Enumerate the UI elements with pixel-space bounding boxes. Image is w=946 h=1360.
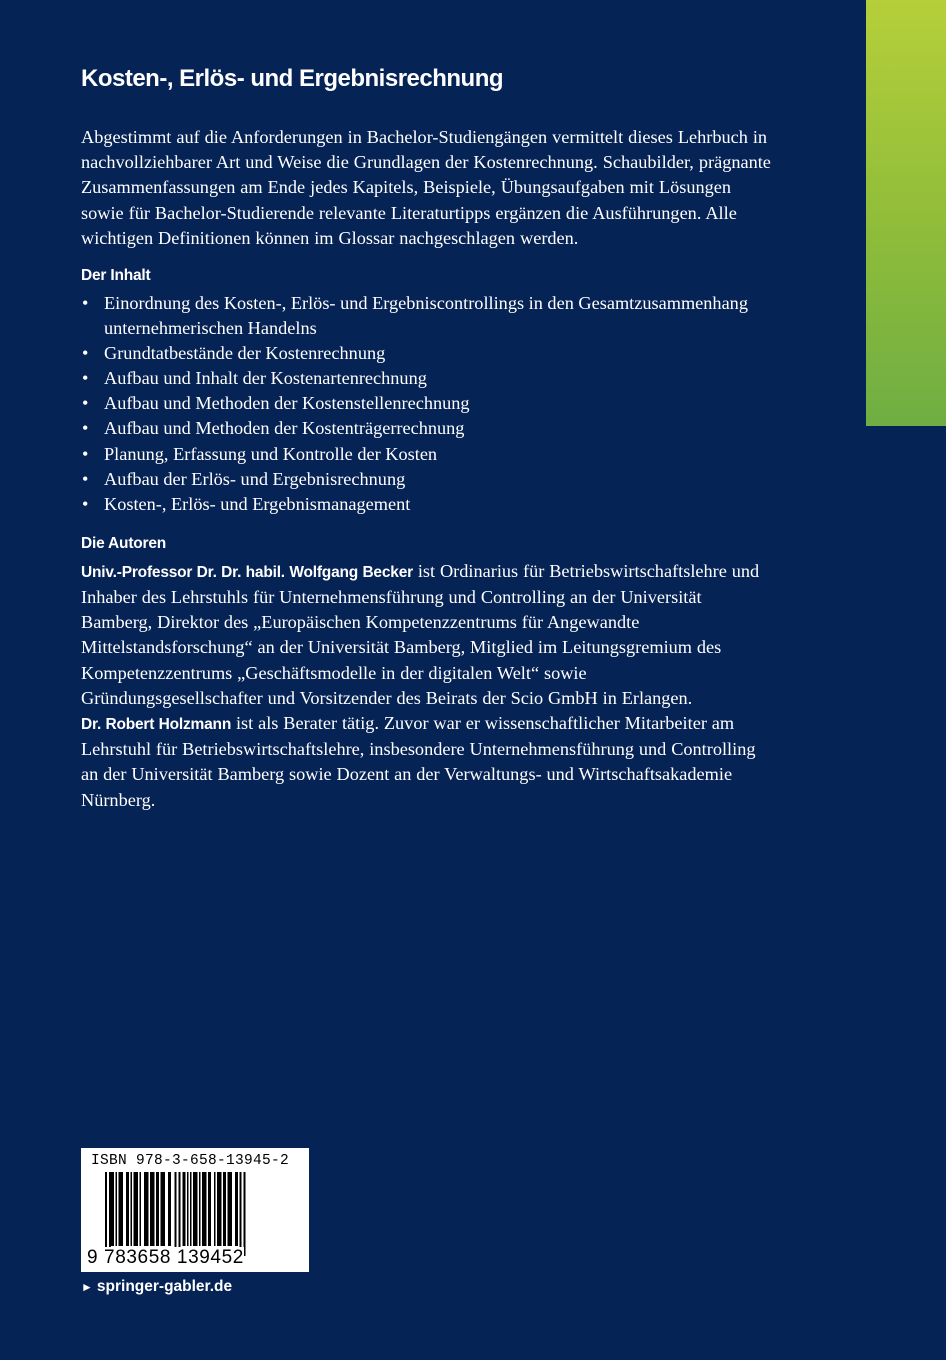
barcode-bar <box>144 1172 149 1246</box>
isbn-barcode <box>81 1148 309 1272</box>
barcode-bar <box>105 1172 107 1256</box>
author-bio-text: ist Ordinarius für Betriebswirtschaftslehre und Inhaber des Lehrstuhls für Unternehmensführung und Controlling an der Universität Bamberg, Direktor des „Europäischen Kompetenzzentrums für Angewandte Mittelstandsforschung“ an der Universität Bamberg, Mitglied im Leitungsgremium des Kompetenzzentrums „Geschäftsmodelle in der digitalen Welt“ sowie Gründungsgesellschafter und Vorsitzender des Beirats der Scio GmbH in Erlangen. <box>81 560 760 708</box>
barcode-bar <box>190 1172 192 1246</box>
barcode-bar <box>109 1172 111 1256</box>
barcode-bar <box>126 1172 129 1246</box>
barcode-bar <box>150 1172 155 1246</box>
barcode-bar <box>140 1172 142 1246</box>
contents-item: • Grundtatbestände der Kostenrechnung <box>81 341 771 366</box>
barcode-bar <box>235 1172 238 1246</box>
barcode-bar <box>179 1172 181 1256</box>
barcode-bar <box>244 1172 246 1256</box>
barcode-bar <box>214 1172 216 1246</box>
accent-strip <box>866 0 946 426</box>
bullet-icon: • <box>82 343 89 364</box>
barcode-bar <box>223 1172 226 1246</box>
bullet-icon: • <box>82 443 89 464</box>
author-bio-holzmann <box>81 711 771 813</box>
barcode-bar <box>119 1172 124 1246</box>
contents-item: • Aufbau und Inhalt der Kostenartenrechnung <box>81 366 771 391</box>
barcode-bar <box>208 1172 211 1246</box>
author-bio-becker <box>81 559 771 711</box>
author-name: Dr. Robert Holzmann <box>81 716 232 734</box>
authors-heading: Die Autoren <box>81 534 167 552</box>
barcode-bar <box>240 1172 242 1256</box>
barcode-bar <box>187 1172 189 1246</box>
bullet-icon: • <box>82 393 89 414</box>
barcode-bar <box>193 1172 198 1246</box>
barcode-bar <box>217 1172 222 1246</box>
contents-item: • Kosten-, Erlös- und Ergebnismanagement <box>81 492 771 517</box>
contents-item: • Planung, Erfassung und Kontrolle der Kosten <box>81 442 771 467</box>
contents-item: • Einordnung des Kosten-, Erlös- und Ergebniscontrollings in den Gesamtzusammenhang unternehmerischen Handelns <box>82 293 748 339</box>
publisher-website[interactable] <box>81 1278 232 1296</box>
arrow-right-icon: ► <box>81 1280 93 1294</box>
bullet-icon: • <box>82 368 89 389</box>
ean-digits: 9 783658 139452 <box>87 1247 244 1268</box>
barcode-bar <box>161 1172 166 1246</box>
barcode-bar <box>183 1172 186 1246</box>
book-title: Kosten-, Erlös- und Ergebnisrechnung <box>81 65 504 92</box>
bullet-icon: • <box>82 418 89 439</box>
isbn-label: ISBN 978-3-658-13945-2 <box>91 1153 290 1169</box>
barcode-bar <box>131 1172 133 1246</box>
back-cover-content <box>81 62 771 813</box>
bullet-icon: • <box>82 468 89 489</box>
intro-paragraph: Abgestimmt auf die Anforderungen in Bachelor-Studiengängen vermittelt dieses Lehrbuch in nachvollziehbarer Art und Weise die Grundlagen der Kostenrechnung. Schaubilder, prägnante Zusammenfassungen am Ende jedes Kapitels, Beispiele, Übungsaufgaben mit Lösungen sowie für Bachelor-Studierende relevante Literaturtipps ergänzen die Ausführungen. Alle wichtigen Definitionen können im Glossar nachgeschlagen werden. <box>81 127 771 248</box>
contents-item: • Aufbau und Methoden der Kostenstellenrechnung <box>81 391 771 416</box>
contents-item: • Aufbau der Erlös- und Ergebnisrechnung <box>81 467 771 492</box>
barcode-bar <box>228 1172 233 1246</box>
author-bio-text: ist als Berater tätig. Zuvor war er wissenschaftlicher Mitarbeiter am Lehrstuhl für Betriebswirtschaftslehre, insbesondere Unternehmensführung und Controlling an der Universität Bamberg sowie Dozent an der Verwaltungs- und Wirtschaftsakademie Nürnberg. <box>81 713 756 810</box>
bullet-icon: • <box>82 493 89 514</box>
barcode-bar <box>175 1172 177 1256</box>
barcode-bar <box>156 1172 159 1246</box>
barcode-bar <box>199 1172 201 1246</box>
barcode-bar <box>111 1172 114 1246</box>
barcode-bar <box>116 1172 118 1246</box>
barcode-bar <box>134 1172 139 1246</box>
contents-heading: Der Inhalt <box>81 267 151 285</box>
contents-item: • Aufbau und Methoden der Kostenträgerrechnung <box>81 416 771 441</box>
bullet-icon: • <box>82 293 89 314</box>
barcode-bar <box>202 1172 207 1246</box>
barcode-bar <box>168 1172 171 1246</box>
contents-list <box>81 291 771 517</box>
author-name: Univ.-Professor Dr. Dr. habil. Wolfgang Becker <box>81 563 413 581</box>
website-url[interactable]: springer-gabler.de <box>96 1278 233 1295</box>
